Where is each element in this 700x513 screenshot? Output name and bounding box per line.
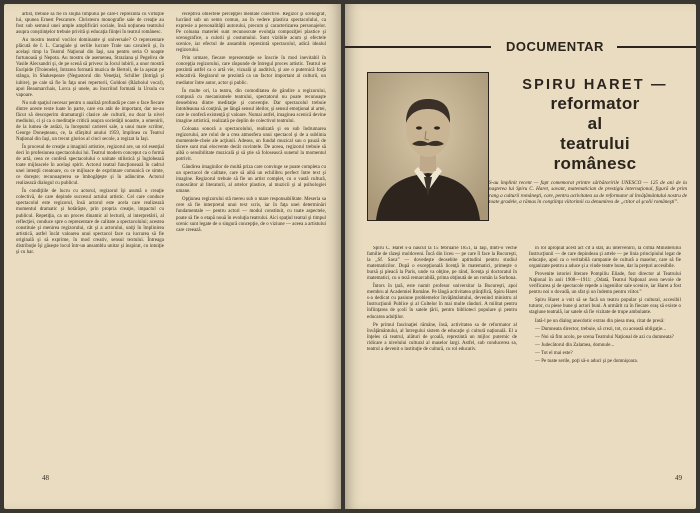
heading-rule-left [345, 46, 491, 48]
paragraph: Coloana sonoră a spectacolului, realizată şi ea sub îndrumarea regizorului, are rolul de a crea atmosfera unui spectacol şi de a sublinia momentele-cheie ale acţiunii. Adesea, un fundal muzical sau o pauză de tăcere sunt mai elocvente decât cuvintele. De aceea, regizorul trebuie să aibă o sensibilitate muzicală şi să ştie să folosească sunetul la momentul potrivit. [176, 126, 326, 163]
dialogue-line: — Dumneata director, trebuie, să crezi, tot, cu această obligaţie... [535, 326, 667, 332]
paragraph: Au mostru teatrul vocilor dominante şi universale? O reprezentare plăcută de I. L. Caragiale şi seriile lucrare Trale sau cavalerii şi, în acelaşi timp la Teatrul Naţional din Iaşi, sau pentru seria O noapte furtunoasă şi Nepota. Au mostru de asemenea, Straziana şi Pegeliva de Vasile Alecsandri şi, de pe scenă să privesc la Jocul iubirii, a unor mostră Euripide (Troienele), Intrarea formată muzica de Bertoli, de la aşezat pe stânga, în Shakespeare (Negustorul din Veneţia), Schiller (Intrigă şi iubire), pe cale să fie în faţa unei repertorii, Goldoni (Războiul vocal), apoi Beaumarchais, Lorca şi unele, au înscriind formată la Ursula cu vapoare. [16, 38, 164, 98]
paragraph: În multe ori, la teatru, din comoditatea de gândire a regizorului, compusă cu mecanismele teatrului, spectatorul nu poate recunoaşte deosebirea dintre meditaţie şi convenţie. Dar spectacolul trebuie întotdeauna să conţină, pe lângă sensul ideilor, şi sensul emoţional al artei, care le conferă existenţă şi valoare. Numai astfel, imaginea scenică devine imagine artistică, realizată pe deplin de colectivul teatrului. [176, 88, 326, 124]
paragraph: Iată-l pe un dialog anecdotic extras din piesa mea, citat de presă: [535, 318, 665, 324]
portrait-photo [367, 72, 489, 221]
left-page-column-2 [176, 12, 326, 477]
article-lead: S-au împlinit recent — fapt comemorat printre sărbătoririle UNESCO — 125 de ani de la naşterea lui Spiru C. Haret, savant, matematician de prestigiu internaţional, figură de prim rang a culturii româneşti, care, pentru activitatea sa de reformator al învăţământului nostru de toate gradele, a rămas în conştiinţa viitorimii cu denumirea de „ctitor al şcolii româneşti”. [489, 180, 687, 205]
title-line-5: românesc [553, 154, 637, 173]
right-page-column-1 [367, 246, 517, 474]
paragraph: Pe primul fascinaţiei rămâne, însă, activitatea sa de reformator al învăţământului, al întregului sistem de educaţie şi cultură naţională. El a înţeles că teatrul, alături de şcoală, reprezintă un mijloc puternic de ridicare a nivelului cultural al maselor largi. Astfel, sub conducerea sa, teatrul a devenit o instituţie de cultură, cu rol educativ. [367, 322, 517, 352]
paragraph: Gândirea imaginilor de multă priza care convinge se poate completa cu un spectacol de calitate, care să aibă un echilibru perfect între text şi imagine. Regizorul trebuie să fie un artist complet, cu o vastă cultură, cunoscător al literaturii, al artelor plastice, al muzicii şi al psihologiei umane. [176, 165, 326, 195]
dialogue-line: — Pe toate serile, poţi să-o aduci şi pe domnişoara. [535, 358, 638, 364]
dialogue-line: — Judecătorul din Zalamea, domnule... [535, 342, 615, 348]
paragraph: artist, trebuie să fie în slujba timpului pe care-l reprezintă cu virtuţile lui, spunea Ernest Pescatore. Christesru monografie sale de creaţie au fost sub semnul unei ample amplificări sociale, însă noţiunea teatrului asupra conştiinţelor trebuie privită şi educaţia fiinţei în teatrul românesc. [16, 12, 164, 36]
paragraph: Spiru Haret a voit să se facă un teatru popular şi cultural, accesibil tuturor, cu piese bune şi actori buni. A urmărit ca în fiecare oraş să existe o stagiune teatrală, iar satele să fie vizitate de trupe ambulante. [529, 298, 681, 316]
left-page [4, 4, 341, 509]
article-title [505, 76, 685, 174]
dialogue-line: — Tot el mai este? [535, 350, 573, 356]
paragraph: Întors în ţară, este numit profesor universitar la Bucureşti, apoi membru al Academiei Române. Pe lângă activitatea ştiinţifică, Spiru Haret s-a dedicat cu pasiune problemelor învăţământului, devenind ministru al Instrucţiunii Publice şi al Cultelor în mai multe rânduri. A militat pentru înfiinţarea de şcoli în satele ţării, pentru biblioteci populare şi pentru educarea adulţilor. [367, 284, 517, 320]
paragraph: receptivă obiectele percepţiei mentale colective. Regizor şi scenograf, lucrând sub un semn comun, au în vedere plastica spectacolului, ca expresie a personalităţii autorului, precum şi caracterizarea personajelor. Pe coloana materiei sunt recunoscute evoluţia compoziţiei plastice şi scenografice, a culorii şi costumului. Sunt vizibile acum şi efectele scenice, iar efectul de ansamblu reprezintă spectacolul, adică idealul regizorului. [176, 12, 326, 54]
paragraph: Spiru C. Haret s-a născut la 15 februarie 1851, la Iaşi, dintr-o veche familie de răzeşi moldoveni. Încă din liceu — pe care îl face la Bucureşti, la „Sf. Sava” — dovedeşte deosebite aptitudini pentru studiul matematicilor. După o excepţională licenţă în matematici, primeşte o bursă şi pleacă la Paris, unde va obţine, pe rând, licenţa şi doctoratul în matematici, cu o teză remarcabilă, prima obţinută de un român la Sorbona. [367, 246, 517, 282]
title-line-4: teatrului [560, 134, 630, 153]
title-line-3: al [587, 114, 603, 133]
paragraph: în rol apropiat acest act cît a stat, au intervenirii, la cîrma Ministerului Instrucţiunii — de care depindeau şi artele — pe linia principiului legat de educaţie, apoi ca o veritabilă campanie de cultură a maselor, care să fie organizate pentru a aduce şi a vinde teatre bune, dar la preţuri accesibile. [529, 246, 681, 270]
paragraph: Prin urmare, fiecare reprezentaţie se înscrie în mod inevitabil în concepţia regizorului, care răspunde de întregul proces artistic. Teatrul se prezintă astfel ca o artă vie, vizuală şi auditivă, şi are o puternică forţă educativă. Regizorul se prezintă ca un factor important al culturii, un mediator între autor, actor şi public. [176, 56, 326, 86]
magazine-spread [4, 4, 696, 509]
paragraph: Nu sub spaţiul necesar pentru o analiză profundă pe care o face fiecare dintre aceste texte luate în parte, care era atât de important, dar ne-au făcut să descoperim dramaturgii clasice ale culturii, nu doar la nivel mediului, ci şi ca o meditaţie critică asupra societăţii noastre, a omenirii, de la lumea de astăzi, la începutul carierei sale, a unui mare scriitor, George Doneşteanu, ce, la sfârşitul anului 1959, împlinea cu Teatrul Naţional din Iaşi, un trecut glorios al cinci secole, a regizat la Iaşi. [16, 100, 164, 142]
heading-rule-right [617, 46, 696, 48]
paragraph: Provenite istoriei literare Pompiliu Eliade, fost director al Teatrului Naţional în anii 1908—1911: „Odată, Teatrul Naţional avea nevoie de verificarea şi de spectacole repede a ingeniilor sale scenice, iar Haret a fost pentru noi o dovadă, un sfat şi un îndemn pentru viitor.” [529, 272, 681, 296]
paragraph: În procesul de creaţie a imaginii artistice, regizorul are, un rol esenţial deci în profesiunea spectacolului lui. Teatrul modern conceput ca o formă de artă, ceea ce conferă spectacolului o unitate stilistică şi înglobează toate mijloacele în acelaşi spirit. Actorul teatral funcţionează în cadrul unei intenţii creatoare, cu ce mijloace de exprimare comunică ce simte, ce doreşte; recunoaşterea se îmbogăţeşte şi în adâncime. Actorul realizează dialogul cu publicul. [16, 144, 164, 187]
title-line-2: reformator [550, 94, 640, 113]
page-number: 48 [42, 474, 49, 482]
left-page-column-1 [16, 12, 164, 477]
title-line-1: SPIRU HARET — [522, 77, 668, 93]
paragraph: Opţiunea regizorului stă mereu sub o mare responsabilitate. Meseria sa cere să fie interpretul unui text scris, iar în faţa unei determinări fundamentale — pentru actori — modul constituit, cu toate aspectele, poate să fie o etapă nouă în evoluţia teatrului. Aici spaţiul teatral şi timpul scenic sunt legate de o singură concepţie, de o viziune — aceea a artistului care creează. [176, 197, 326, 233]
paragraph: În condiţiile de lucru cu actorul, regizorul îşi asumă o creaţie colectivă, de care depinde succesul actului artistic. Cel care conduce spectacolul este regizorul, însă actorul este acela care realizează momentul dramatic şi hotărăşte, prin propria creaţie, impactul cu publicul. Repetiţia, ca un proces dinamic al lecturii, al interpretării, al reflecţiei, conduce spre o reprezentare de calitate a spectacolului; acestea constituie şi menirea regizorului, cât şi a actorului, uniţi în împlinirea artistică, astfel încât valoarea unui spectacol face ca lucrarea să fie originală şi să exprime, în mod creativ, sensul textului. Întreaga distribuţie îşi găseşte locul într-un ansamblu unitar şi inspirat, cu intuiţie şi cu har. [16, 189, 164, 255]
portrait-illustration [368, 73, 488, 220]
dialogue-line: — Noi să fim acolo, pe scena Teatrului Naţional de azi cu dumneata? [535, 334, 674, 340]
right-page [345, 4, 696, 509]
right-page-column-2 [529, 246, 681, 474]
page-number: 49 [675, 474, 682, 482]
section-label: DOCUMENTAR [506, 39, 604, 54]
section-heading-band [345, 34, 696, 60]
